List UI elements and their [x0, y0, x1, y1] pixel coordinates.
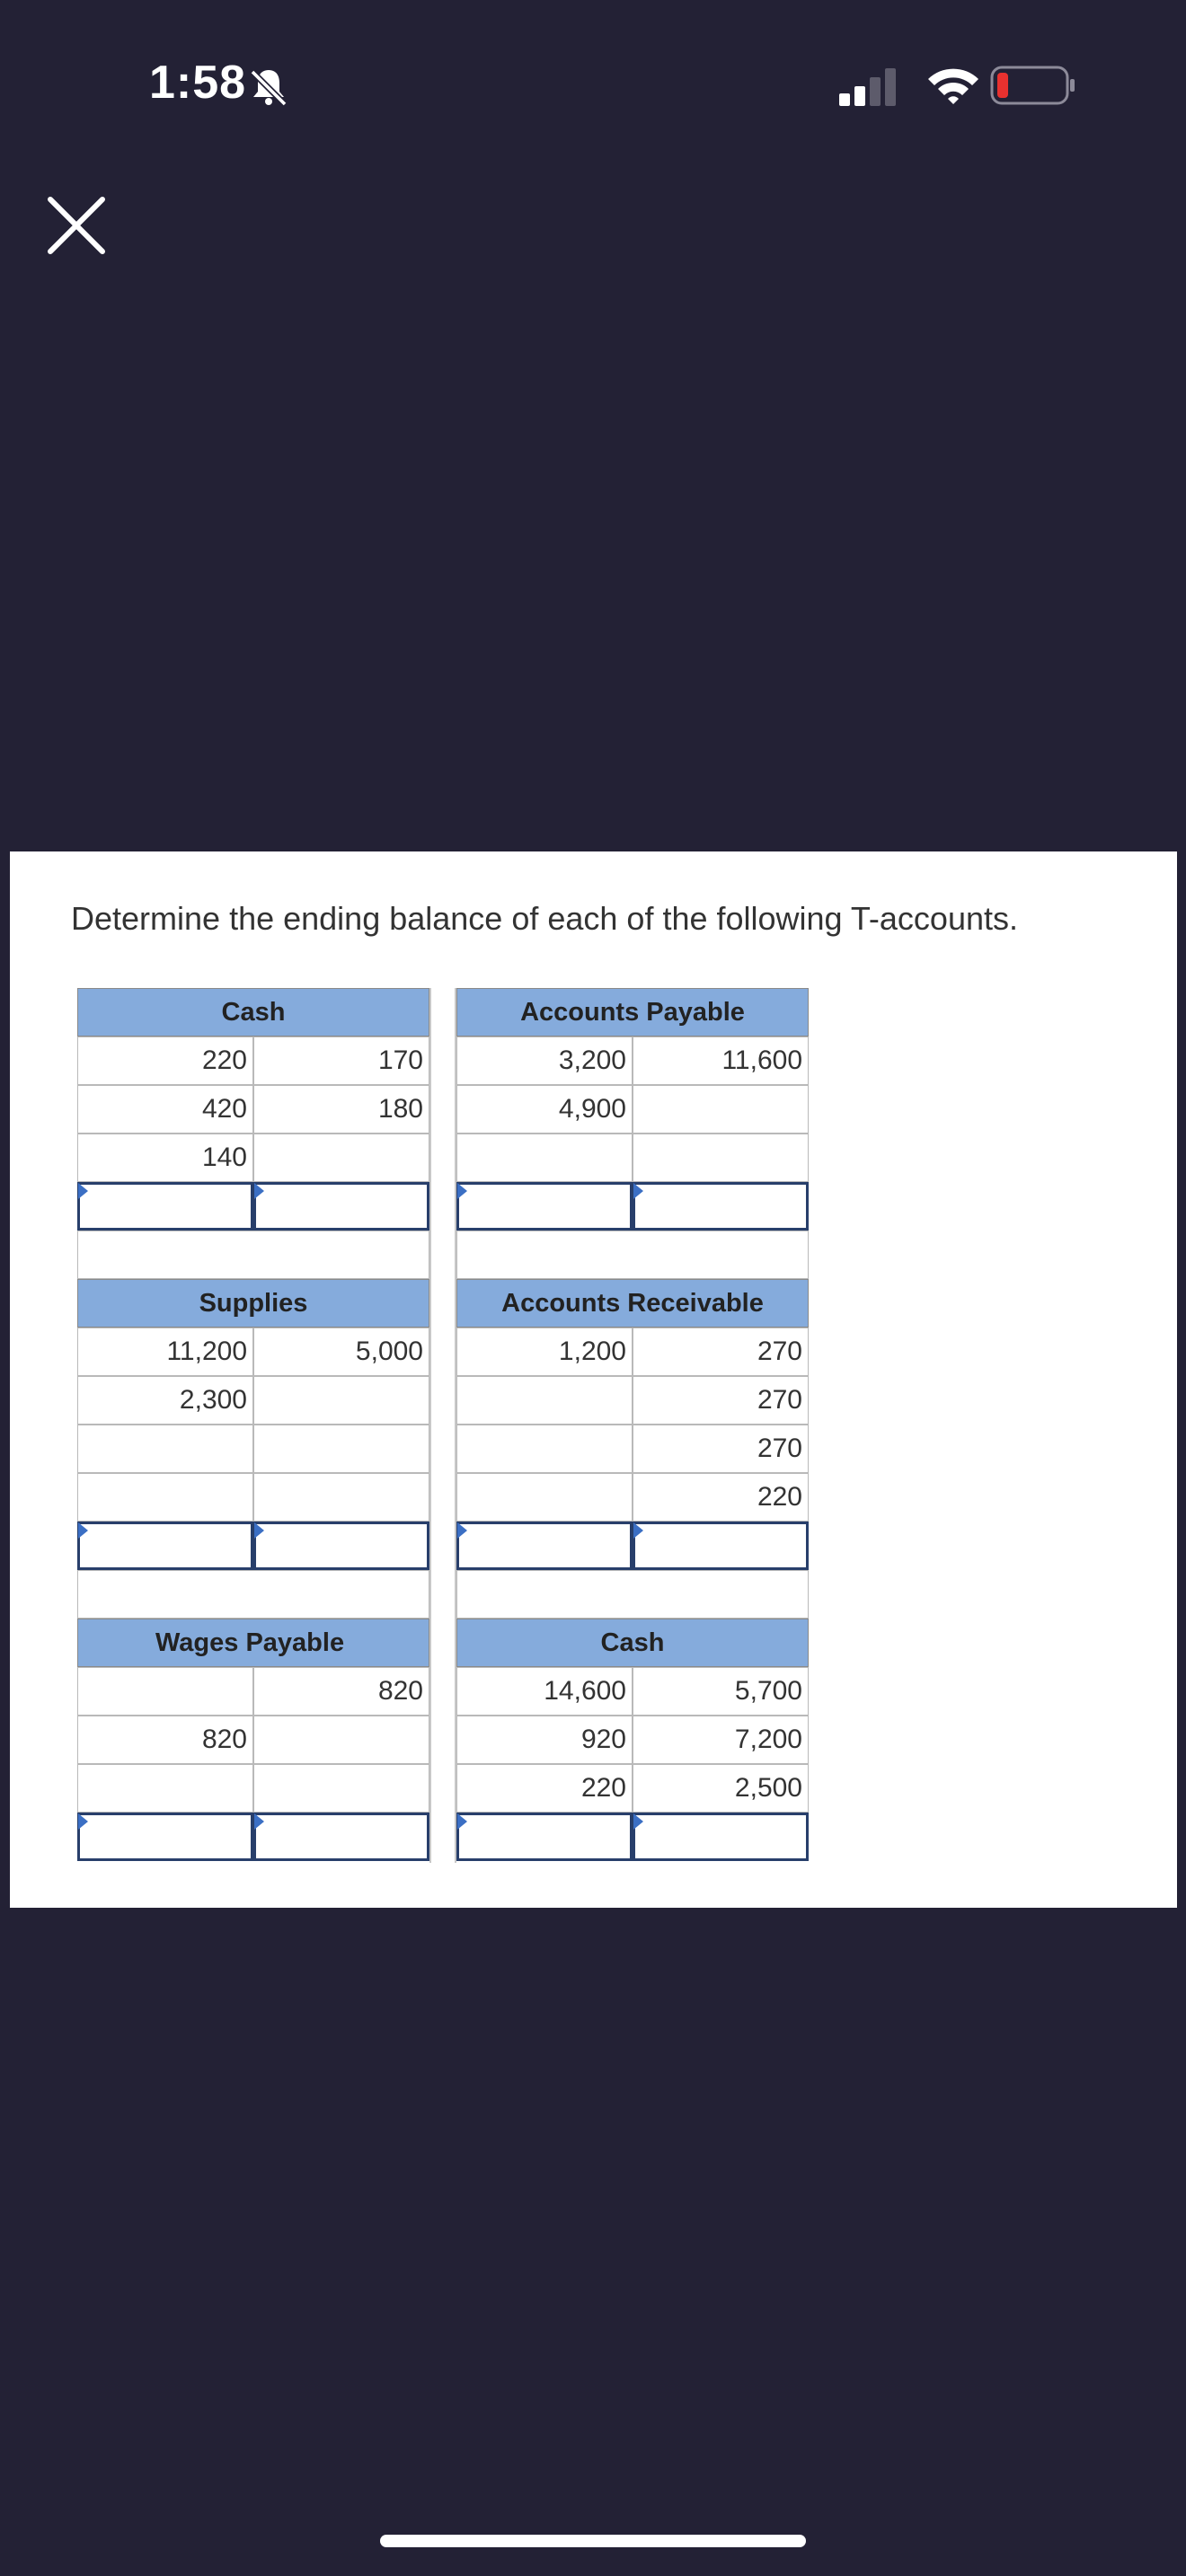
wages-debit-3	[77, 1764, 253, 1813]
ar-debit-3	[456, 1425, 633, 1473]
cash2-credit-2: 7,200	[633, 1716, 809, 1764]
ar-balance-credit-input[interactable]	[633, 1522, 809, 1570]
spacer-row	[456, 1231, 809, 1279]
supplies-balance-credit-input[interactable]	[253, 1522, 429, 1570]
close-icon[interactable]	[47, 196, 106, 255]
ap-debit-2: 4,900	[456, 1085, 633, 1134]
supplies-balance-debit-input[interactable]	[77, 1522, 253, 1570]
t-account-title-cash-2: Cash	[456, 1619, 809, 1667]
ap-credit-3	[633, 1134, 809, 1182]
column-divider	[429, 988, 456, 1863]
wages-credit-2	[253, 1716, 429, 1764]
cash2-debit-3: 220	[456, 1764, 633, 1813]
cash-credit-2: 180	[253, 1085, 429, 1134]
wages-credit-1: 820	[253, 1667, 429, 1716]
t-account-title-cash: Cash	[77, 988, 429, 1037]
cash2-balance-debit-input[interactable]	[456, 1813, 633, 1861]
wages-balance-debit-input[interactable]	[77, 1813, 253, 1861]
ap-balance-credit-input[interactable]	[633, 1182, 809, 1231]
ar-debit-1: 1,200	[456, 1328, 633, 1376]
signal-icon	[837, 66, 900, 106]
wages-debit-1	[77, 1667, 253, 1716]
wages-balance-credit-input[interactable]	[253, 1813, 429, 1861]
cash2-debit-2: 920	[456, 1716, 633, 1764]
ap-debit-3	[456, 1134, 633, 1182]
ap-debit-1: 3,200	[456, 1037, 633, 1085]
cash-balance-credit-input[interactable]	[253, 1182, 429, 1231]
cash-credit-3	[253, 1134, 429, 1182]
ar-balance-debit-input[interactable]	[456, 1522, 633, 1570]
ap-balance-debit-input[interactable]	[456, 1182, 633, 1231]
t-accounts-grid	[77, 988, 825, 1863]
cash-debit-3: 140	[77, 1134, 253, 1182]
t-account-title-accounts-receivable: Accounts Receivable	[456, 1279, 809, 1328]
cash2-credit-1: 5,700	[633, 1667, 809, 1716]
supplies-debit-1: 11,200	[77, 1328, 253, 1376]
t-account-title-accounts-payable: Accounts Payable	[456, 988, 809, 1037]
supplies-credit-3	[253, 1425, 429, 1473]
home-indicator[interactable]	[380, 2535, 806, 2547]
ar-debit-4	[456, 1473, 633, 1522]
ar-credit-1: 270	[633, 1328, 809, 1376]
cash-debit-1: 220	[77, 1037, 253, 1085]
t-account-title-wages-payable: Wages Payable	[77, 1619, 429, 1667]
battery-icon	[990, 65, 1076, 106]
question-prompt: Determine the ending balance of each of the following T-accounts.	[71, 900, 1019, 937]
ar-credit-3: 270	[633, 1425, 809, 1473]
spacer-row	[77, 1570, 429, 1619]
cash-debit-2: 420	[77, 1085, 253, 1134]
question-card	[10, 851, 1177, 1908]
supplies-debit-2: 2,300	[77, 1376, 253, 1425]
cash2-balance-credit-input[interactable]	[633, 1813, 809, 1861]
cash2-debit-1: 14,600	[456, 1667, 633, 1716]
supplies-debit-3	[77, 1425, 253, 1473]
ap-credit-2	[633, 1085, 809, 1134]
cash-balance-debit-input[interactable]	[77, 1182, 253, 1231]
cash-credit-1: 170	[253, 1037, 429, 1085]
status-time: 1:58	[149, 57, 247, 109]
ar-debit-2	[456, 1376, 633, 1425]
supplies-credit-1: 5,000	[253, 1328, 429, 1376]
ar-credit-2: 270	[633, 1376, 809, 1425]
bell-slash-icon	[247, 65, 290, 108]
cash2-credit-3: 2,500	[633, 1764, 809, 1813]
wifi-icon	[925, 65, 981, 106]
wages-debit-2: 820	[77, 1716, 253, 1764]
supplies-credit-4	[253, 1473, 429, 1522]
spacer-row	[77, 1231, 429, 1279]
t-account-title-supplies: Supplies	[77, 1279, 429, 1328]
spacer-row	[456, 1570, 809, 1619]
supplies-debit-4	[77, 1473, 253, 1522]
ap-credit-1: 11,600	[633, 1037, 809, 1085]
supplies-credit-2	[253, 1376, 429, 1425]
ar-credit-4: 220	[633, 1473, 809, 1522]
wages-credit-3	[253, 1764, 429, 1813]
